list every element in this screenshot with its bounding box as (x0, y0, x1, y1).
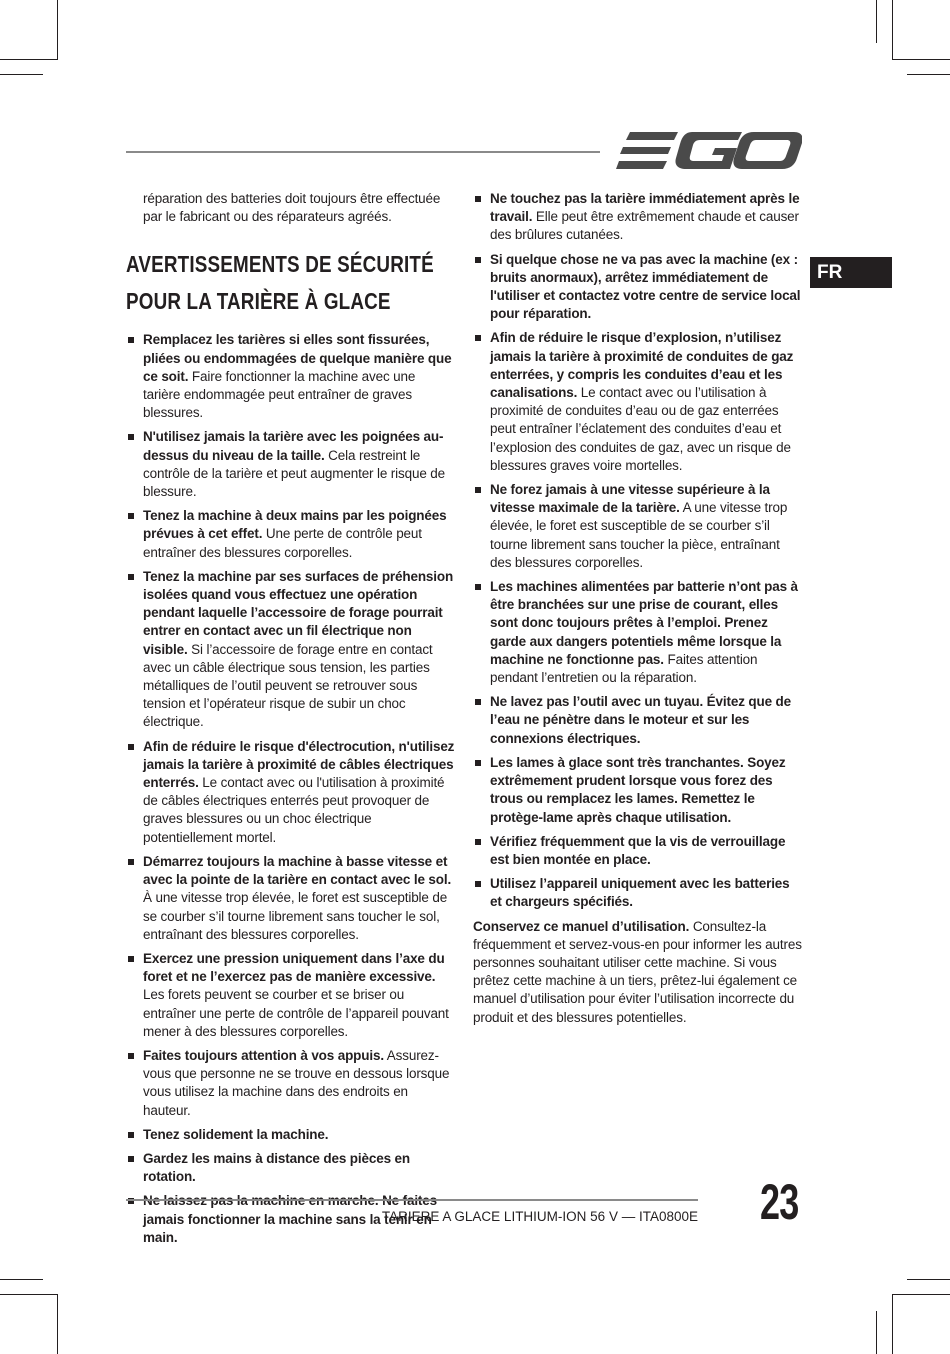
list-item: Ne lavez pas l’outil avec un tuyau. Évitez que de l’eau ne pénètre dans le moteur et sur les connexions électriques. (473, 693, 803, 748)
list-item: Gardez les mains à distance des pièces en rotation. (126, 1150, 456, 1186)
section-heading: AVERTISSEMENTS DE SÉCURITÉ POUR LA TARIÈRE À GLACE (126, 251, 434, 315)
list-item: Si quelque chose ne va pas avec la machine (ex : bruits anormaux), arrêtez immédiatement de l'utiliser et contactez votre centre de service local pour réparation. (473, 251, 803, 324)
list-item: Les machines alimentées par batterie n’ont pas à être branchées sur une prise de courant, elles sont donc toujours prêtes à l’emploi. Prenez garde aux dangers potentiels même lorsque la machine ne fonctionne pas. Faites attention pendant l’entretien ou la réparation. (473, 578, 803, 687)
ego-logo (616, 130, 802, 172)
list-item: Les lames à glace sont très tranchantes. Soyez extrêmement prudent lorsque vous forez des trous ou remplacez les lames. Remettez le protège-lame après chaque utilisation. (473, 754, 803, 827)
left-column (126, 190, 456, 1253)
right-column (473, 190, 803, 1027)
list-item: Tenez la machine par ses surfaces de préhension isolées quand vous effectuez une opération pendant laquelle l’accessoire de forage pourrait entrer en contact avec un fil électrique non visible. Si l’accessoire de forage entre en contact avec un câble électrique sous tension, les parties métalliques de l’outil peuvent se retrouver sous tension et l’opérateur risque de subir un choc électrique. (126, 568, 456, 732)
list-item: Démarrez toujours la machine à basse vitesse et avec la pointe de la tarière en contact avec le sol. À une vitesse trop élevée, le foret est susceptible de se courber s’il tourne librement sans toucher le sol, entraînant des blessures corporelles. (126, 853, 456, 944)
list-item: Ne touchez pas la tarière immédiatement après le travail. Elle peut être extrêmement chaude et causer des brûlures cutanées. (473, 190, 803, 245)
language-tab: FR (810, 257, 892, 288)
list-item: Tenez solidement la machine. (126, 1126, 456, 1144)
list-item: Afin de réduire le risque d’explosion, n’utilisez jamais la tarière à proximité de conduites de gaz enterrées, y compris les conduites d’eau et les canalisations. Le contact avec ou l’utilisation à proximité de conduites d’eau ou de gaz enterrées peut entraîner l’éclatement des conduites d’eau et l’explosion des conduites de gaz, avec un risque de blessures graves voire mortelles. (473, 329, 803, 475)
header-rule (126, 151, 600, 153)
page-number: 23 (760, 1174, 799, 1230)
list-item: Exercez une pression uniquement dans l’axe du foret et ne l’exercez pas de manière excessive. Les forets peuvent se courber et se briser ou entraîner une perte de contrôle de l’appareil pouvant mener à des blessures corporelles. (126, 950, 456, 1041)
list-item: Utilisez l’appareil uniquement avec les batteries et chargeurs spécifiés. (473, 875, 803, 911)
list-item: jamais fonctionner la machine sans la tenir en main. (126, 1192, 456, 1247)
list-item: Tenez la machine à deux mains par les poignées prévues à cet effet. Une perte de contrôle peut entraîner des blessures corporelles. (126, 507, 456, 562)
list-item: N'utilisez jamais la tarière avec les poignées au-dessus du niveau de la taille. Cela restreint le contrôle de la tarière et peut augmenter le risque de blessure. (126, 428, 456, 501)
warning-list (473, 190, 803, 912)
footer-rule (126, 1199, 698, 1201)
warning-list (126, 331, 456, 1247)
list-item: Faites toujours attention à vos appuis. Assurez-vous que personne ne se trouve en dessous lorsque vous utilisez la machine dans des endroits en hauteur. (126, 1047, 456, 1120)
closing-paragraph: Conservez ce manuel d’utilisation. Consultez-la fréquemment et servez-vous-en pour informer les autres personnes souhaitant utiliser cette machine. Si vous prêtez cette machine à un tiers, prêtez-lui également ce manuel d’utilisation pour éviter l’utilisation incorrecte du produit et des blessures potentielles. (473, 918, 802, 1025)
footer-product: TARIERE A GLACE LITHIUM-ION 56 V — ITA0800E (381, 1209, 698, 1224)
list-item: Afin de réduire le risque d'électrocution, n'utilisez jamais la tarière à proximité de câbles électriques enterrés. Le contact avec ou l'utilisation à proximité de câbles électriques enterrés peut provoquer de graves blessures ou un choc électrique potentiellement mortel. (126, 738, 456, 847)
list-item: Vérifiez fréquemment que la vis de verrouillage est bien montée en place. (473, 833, 803, 869)
intro-paragraph: réparation des batteries doit toujours être effectuée par le fabricant ou des réparateurs agréés. (143, 191, 441, 225)
list-item: Remplacez les tarières si elles sont fissurées, pliées ou endommagées de quelque manière que ce soit. Faire fonctionner la machine avec une tarière endommagée peut entraîner de graves blessures. (126, 331, 456, 422)
list-item: Ne forez jamais à une vitesse supérieure à la vitesse maximale de la tarière. A une vitesse trop élevée, le foret est susceptible de se courber s’il tourne librement sans toucher la pièce, entraînant des blessures corporelles. (473, 481, 803, 572)
